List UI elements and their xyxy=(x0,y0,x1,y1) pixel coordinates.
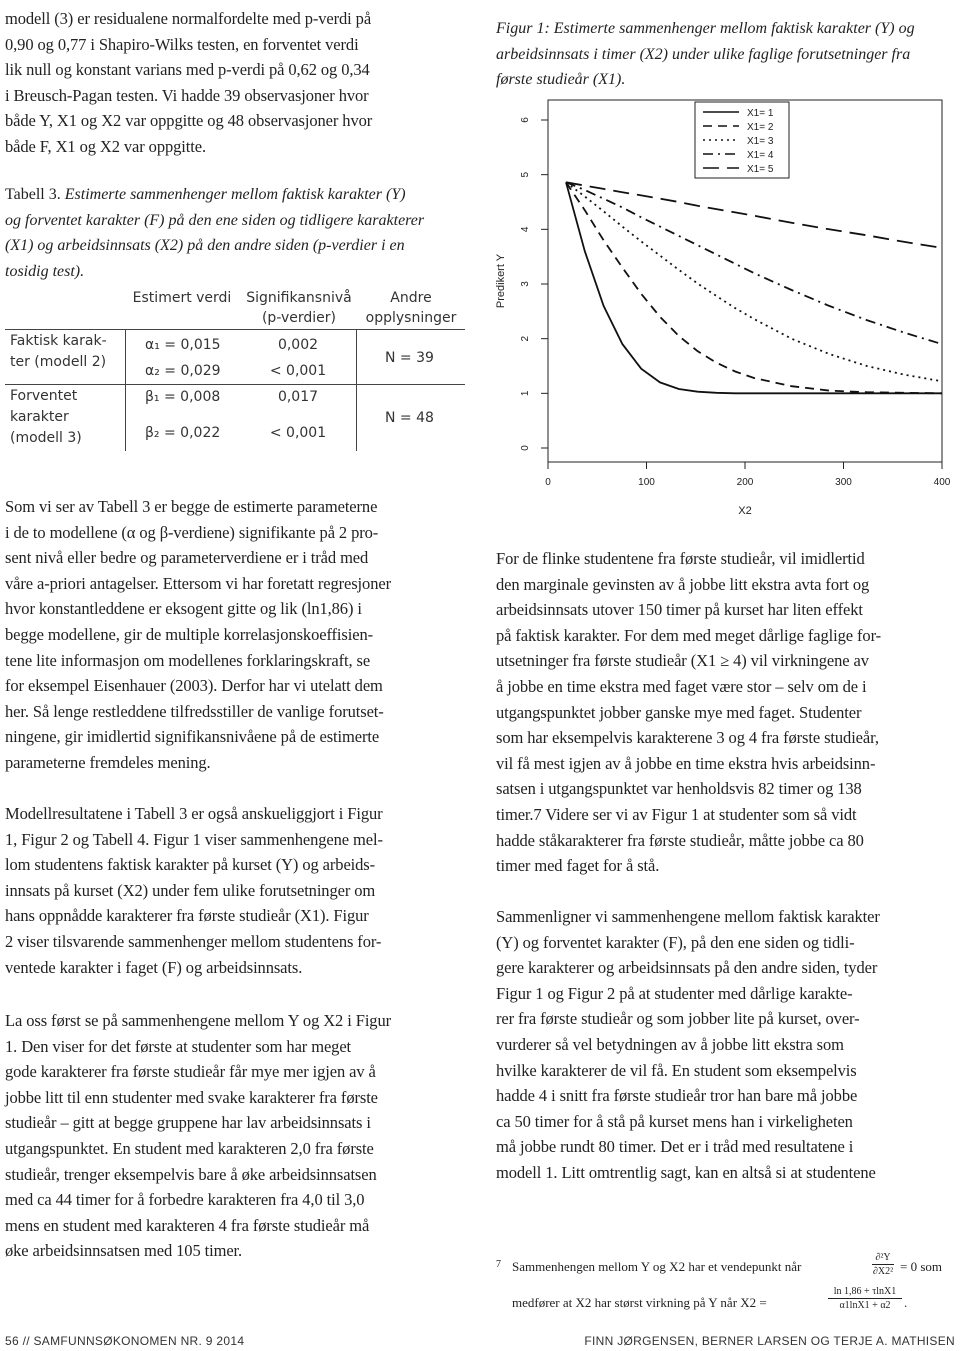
text-line: å jobbe en time ekstra med faget være stor – selv om de i xyxy=(496,676,867,696)
legend-label: X1= 5 xyxy=(747,164,774,175)
col-header-significance: Signifikansnivå xyxy=(246,290,352,306)
series-line-x15 xyxy=(566,182,942,248)
figure-caption xyxy=(496,16,956,93)
footnote-line-1: Sammenhengen mellom Y og X2 har et vendepunkt når xyxy=(512,1259,802,1274)
text-line: jobbe litt til enn studenter med svake karakterer fra første xyxy=(5,1087,378,1107)
text-line: mens en student med karakteren 4 fra første studieår må xyxy=(5,1215,370,1235)
row-label-model3-l2: karakter xyxy=(10,409,69,425)
text-line: utsetninger fra første studieår (X1 ≥ 4) vil virkningene av xyxy=(496,651,869,671)
x-tick-label: 300 xyxy=(835,477,852,488)
series-line-x14 xyxy=(566,182,942,344)
row-label-model2-l1: Faktisk karak- xyxy=(10,333,107,349)
footnote-eq2-den: α1lnX1 + α2 xyxy=(839,1300,891,1311)
cell-alpha1: α₁ = 0,015 xyxy=(145,337,221,353)
footer-right: FINN JØRGENSEN, BERNER LARSEN OG TERJE A. MATHISEN xyxy=(584,1334,955,1348)
cell-alpha2-p: < 0,001 xyxy=(269,363,327,379)
paragraph-2 xyxy=(5,801,465,980)
paragraph-1 xyxy=(5,494,465,776)
text-line: parameterne fremdeles mening. xyxy=(5,752,211,772)
col-header-estimate: Estimert verdi xyxy=(132,290,232,306)
caption-line: første studieår (X1). xyxy=(496,71,626,89)
y-tick-label: 0 xyxy=(520,445,531,451)
text-line: Figur 1 og Figur 2 på at studenter med dårlige karakte- xyxy=(496,983,853,1003)
text-line: begge modellene, gir de multiple korrelasjonskoeffisien- xyxy=(5,624,373,644)
x-tick-label: 200 xyxy=(736,477,754,488)
text-line: ventede karakter i faget (F) og arbeidsinnsats. xyxy=(5,957,303,977)
footer-left: 56 // SAMFUNNSØKONOMEN NR. 9 2014 xyxy=(5,1334,245,1348)
cell-beta2: β₂ = 0,022 xyxy=(145,425,221,441)
col-header-significance-sub: (p-verdier) xyxy=(261,310,337,326)
text-line: arbeidsinnsats utover 150 timer på kurset har liten effekt xyxy=(496,600,863,620)
text-line: 1. Den viser for det første at studenter som har meget xyxy=(5,1036,352,1056)
text-line: rer fra første studieår og som jobber lite på kurset, over- xyxy=(496,1009,860,1029)
row-label-model3-l3: (modell 3) xyxy=(10,430,82,446)
legend-label: X1= 2 xyxy=(747,122,774,133)
cell-beta1-p: 0,017 xyxy=(277,389,319,405)
text-line: hadde 4 i snitt fra første studieår tror han bare må jobbe xyxy=(496,1086,858,1106)
y-tick-label: 2 xyxy=(520,335,531,342)
table-caption-line: (X1) og arbeidsinnsats (X2) på den andre siden (p-verdier i en xyxy=(5,237,405,255)
text-line: 1, Figur 2 og Tabell 4. Figur 1 viser sammenhengene mel- xyxy=(5,829,383,849)
intro-line: modell (3) er residualene normalfordelte med p-verdi på xyxy=(5,9,372,28)
y-tick-label: 5 xyxy=(520,171,531,178)
text-line: øke arbeidsinnsatsen med 105 timer. xyxy=(5,1241,243,1261)
intro-line: både Y, X1 og X2 var oppgitte og 48 observasjoner hvor xyxy=(5,111,373,131)
text-line: her. Så lenge restleddene tilfredsstiller de vanlige forutset- xyxy=(5,701,384,721)
footnote-eq1-den: ∂X2² xyxy=(872,1266,894,1277)
y-axis-label: Predikert Y xyxy=(495,253,507,309)
text-line: timer med faget for å stå. xyxy=(496,856,660,876)
text-line: den marginale gevinsten av å jobbe litt ekstra avta fort og xyxy=(496,574,870,594)
text-line: Modellresultatene i Tabell 3 er også anskueliggjort i Figur xyxy=(5,804,383,823)
text-line: hvor konstantleddene er eksogent gitte og lik (ln1,86) i xyxy=(5,599,362,619)
legend-label: X1= 1 xyxy=(747,108,774,119)
intro-line: både F, X1 og X2 var oppgitte. xyxy=(5,136,206,156)
text-line: La oss først se på sammenhengene mellom Y og X2 i Figur xyxy=(5,1011,391,1030)
cell-alpha1-p: 0,002 xyxy=(277,337,319,353)
text-line: i de to modellene (α og β-verdiene) signifikante på 2 pro- xyxy=(5,522,379,542)
cell-n-model2: N = 39 xyxy=(385,350,434,366)
figure-1-chart xyxy=(490,96,960,526)
table-caption-line: og forventet karakter (F) på den ene siden og tidligere karakterer xyxy=(5,211,425,229)
text-line: på faktisk karakter. For dem med meget dårlige faglige for- xyxy=(496,625,882,645)
text-line: hadde ståkarakterer fra første studieår, måtte jobbe ca 80 xyxy=(496,830,864,850)
footnote-eq1-rhs: = 0 som xyxy=(900,1259,943,1274)
legend-label: X1= 3 xyxy=(747,136,774,147)
text-line: (Y) og forventet karakter (F), på den ene siden og tidli- xyxy=(496,932,855,952)
intro-line: i Breusch-Pagan testen. Vi hadde 39 observasjoner hvor xyxy=(5,85,369,105)
footnote-eq1-num: ∂²Y xyxy=(872,1252,894,1265)
cell-beta1: β₁ = 0,008 xyxy=(145,389,221,405)
text-line: utgangspunktet. En student med karakteren 2,0 fra første xyxy=(5,1138,374,1158)
text-line: lom studentens faktisk karakter på kurset (Y) og arbeids- xyxy=(5,855,376,875)
text-line: gode karakterer fra første studieår får mye mer igjen av å xyxy=(5,1062,376,1082)
y-tick-label: 6 xyxy=(520,117,531,123)
series-line-x12 xyxy=(566,182,942,393)
x-tick-label: 100 xyxy=(638,477,655,488)
table-caption-line: tosidig test). xyxy=(5,262,85,280)
footnote-line-2: medfører at X2 har størst virkning på Y når X2 = xyxy=(512,1295,767,1310)
text-line: innsats på kurset (X2) under fem ulike forutsetninger om xyxy=(5,880,376,900)
text-line: Sammenligner vi sammenhengene mellom faktisk karakter xyxy=(496,907,880,926)
text-line: hvilke karakterer de vil få. En student som eksempelvis xyxy=(496,1060,857,1080)
footnote-eq2-end: . xyxy=(904,1295,908,1310)
text-line: hans oppnådde karakterer fra første studieår (X1). Figur xyxy=(5,906,369,926)
y-tick-label: 1 xyxy=(520,390,531,397)
y-tick-label: 4 xyxy=(520,226,531,233)
text-line: For de flinke studentene fra første studieår, vil imidlertid xyxy=(496,549,865,568)
text-line: våre a-priori antagelser. Ettersom vi har foretatt regresjoner xyxy=(5,573,391,593)
text-line: ca 50 timer for å stå på kurset mens han i virkeligheten xyxy=(496,1111,853,1131)
text-line: timer.7 Videre ser vi av Figur 1 at studenter som så vidt xyxy=(496,804,857,824)
col-header-other-sub: opplysninger xyxy=(365,310,457,326)
text-line: satsen i utgangspunktet var henholdsvis 82 timer og 138 xyxy=(496,779,862,799)
cell-n-model3: N = 48 xyxy=(385,410,434,426)
series-line-x11 xyxy=(566,182,942,393)
text-line: studieår, trenger eksempelvis bare å øke arbeidsinnsatsen xyxy=(5,1164,377,1184)
paragraph-3 xyxy=(5,1008,465,1264)
caption-line: Figur 1: Estimerte sammenhenger mellom faktisk karakter (Y) og xyxy=(496,20,915,37)
col-header-other: Andre xyxy=(390,290,432,306)
text-line: gere karakterer og arbeidsinnsats på den andre siden, tyder xyxy=(496,958,878,978)
intro-paragraph xyxy=(5,6,465,160)
text-line: modell 1. Litt omtrentlig sagt, kan en altså si at studentene xyxy=(496,1162,876,1182)
text-line: ningene, gir imidlertid signifikansnivåene på de estimerte xyxy=(5,727,380,747)
table-caption-lead: Tabell 3. xyxy=(5,186,61,203)
text-line: studieår – gitt at begge gruppene har lav arbeidsinnsats i xyxy=(5,1113,371,1133)
text-line: som har eksempelvis karakterene 3 og 4 fra første studieår, xyxy=(496,728,879,748)
x-axis-label: X2 xyxy=(738,505,752,517)
text-line: må jobbe rundt 80 timer. Det er i tråd med resultatene i xyxy=(496,1137,854,1157)
row-label-model3-l1: Forventet xyxy=(10,388,78,404)
text-line: utgangspunktet jobber ganske mye med faget. Studenter xyxy=(496,702,862,722)
caption-line: arbeidsinnsats i timer (X2) under ulike faglige forutsetninger fra xyxy=(496,45,911,63)
footnote-eq2-num: ln 1,86 + τlnX1 xyxy=(828,1286,902,1299)
table-caption-line: Estimerte sammenhenger mellom faktisk karakter (Y) xyxy=(64,186,406,203)
text-line: Som vi ser av Tabell 3 er begge de estimerte parameterne xyxy=(5,497,378,516)
cell-alpha2: α₂ = 0,029 xyxy=(145,363,221,379)
text-line: vurderer så vel betydningen av å jobbe litt ekstra som xyxy=(496,1034,844,1054)
row-label-model2-l2: ter (modell 2) xyxy=(10,354,107,370)
text-line: med ca 44 timer for å forbedre karakteren fra 4,0 til 3,0 xyxy=(5,1190,365,1210)
paragraph-4 xyxy=(496,546,956,879)
table-caption xyxy=(5,182,465,284)
text-line: vil få mest igjen av å jobbe en time ekstra hvis arbeidsinn- xyxy=(496,753,876,773)
text-line: tene lite informasjon om modellenes forklaringskraft, se xyxy=(5,650,371,670)
series-line-x13 xyxy=(566,182,942,381)
text-line: 2 viser tilsvarende sammenhenger mellom studentens for- xyxy=(5,931,382,951)
x-tick-label: 400 xyxy=(933,477,951,488)
legend-label: X1= 4 xyxy=(747,150,774,161)
paragraph-5 xyxy=(496,904,956,1186)
intro-line: lik null og konstant varians med p-verdi på 0,62 og 0,34 xyxy=(5,60,370,80)
footnote-number: 7 xyxy=(496,1259,501,1270)
y-tick-label: 3 xyxy=(520,281,531,287)
text-line: for eksempel Eisenhauer (2003). Derfor har vi utelatt dem xyxy=(5,676,383,696)
text-line: sent nivå eller bedre og parameterverdiene er i tråd med xyxy=(5,548,369,568)
x-tick-label: 0 xyxy=(545,477,551,488)
cell-beta2-p: < 0,001 xyxy=(269,425,327,441)
intro-line: 0,90 og 0,77 i Shapiro-Wilks testen, en forventet verdi xyxy=(5,34,359,54)
